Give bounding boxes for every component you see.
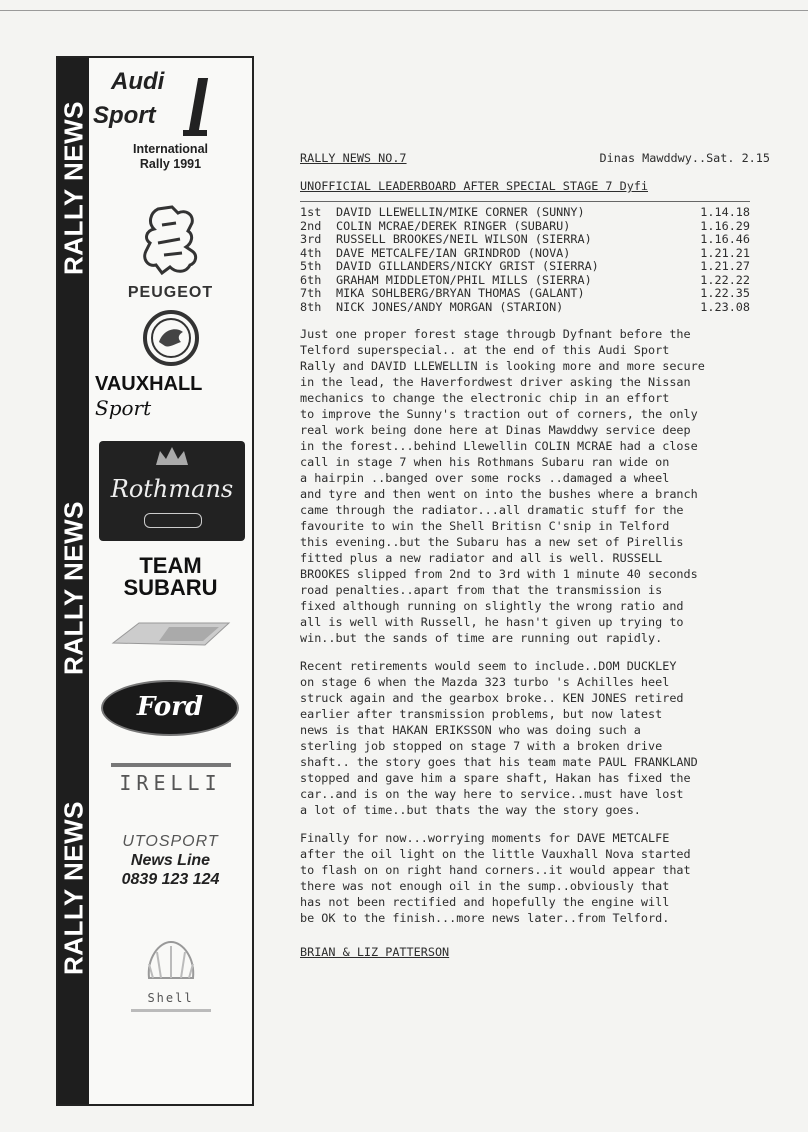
autosport-logo xyxy=(89,833,252,889)
text-line: news is that HAKAN ERIKSSON who was doing such a xyxy=(300,723,641,737)
pirelli-top-stroke xyxy=(111,763,231,767)
bulletin-location-time: Dinas Mawddwy..Sat. 2.15 xyxy=(599,151,770,165)
leaderboard-position: 5th xyxy=(300,259,322,273)
newsline-caption xyxy=(89,851,252,889)
text-line: win..but the sands of time are running out rapidly. xyxy=(300,631,663,645)
text-line: all is well with Russell, he hasn't given up trying to xyxy=(300,615,684,629)
text-line: a hairpin ..banged over some rocks ..damaged a wheel xyxy=(300,471,670,485)
sponsor-sidebar xyxy=(56,56,254,1106)
leaderboard-heading: UNOFFICIAL LEADERBOARD AFTER SPECIAL STAGE 7 Dyfi xyxy=(300,179,649,193)
leaderboard-time: 1.22.22 xyxy=(700,272,750,287)
text-line: be OK to the finish...more news later..from Telford. xyxy=(300,911,670,925)
text-line: shaft.. the story goes that his team mate PAUL FRANKLAND xyxy=(300,755,698,769)
rothmans-crest-icon xyxy=(152,445,192,471)
leaderboard-row xyxy=(300,247,770,261)
band-text-middle: RALLY NEWS xyxy=(58,500,88,676)
text-line: struck again and the gearbox broke.. KEN JONES retired xyxy=(300,691,684,705)
text-line: call in stage 7 when his Rothmans Subaru ran wide on xyxy=(300,455,670,469)
text-line: Just one proper forest stage througb Dyfnant before the xyxy=(300,327,691,341)
leaderboard-position: 7th xyxy=(300,286,322,300)
pirelli-wordmark: IRELLI xyxy=(119,771,222,795)
team-word: TEAM xyxy=(139,553,202,578)
sponsor-logos xyxy=(89,58,252,1104)
leaderboard-time: 1.21.27 xyxy=(700,259,750,273)
faded-sponsor-strip-icon xyxy=(109,613,233,653)
leaderboard-table xyxy=(300,206,770,314)
shell-wordmark: Shell xyxy=(147,991,194,1005)
audi-sport-word: Sport xyxy=(93,102,156,129)
leaderboard-time: 1.22.35 xyxy=(700,286,750,300)
band-text-top: RALLY NEWS xyxy=(58,100,88,276)
paragraph-retirements xyxy=(300,658,770,818)
shell-pecten-icon xyxy=(143,938,199,986)
text-line: and tyre and then went on into the bushes where a branch xyxy=(300,487,698,501)
leaderboard-crew: DAVID LLEWELLIN/MIKE CORNER (SUNNY) xyxy=(336,205,585,219)
text-line: in the forest...behind Llewellin COLIN MCRAE had a close xyxy=(300,439,698,453)
text-line: Finally for now...worrying moments for DAVE METCALFE xyxy=(300,831,670,845)
leaderboard-position: 4th xyxy=(300,245,322,260)
leaderboard-time: 1.16.29 xyxy=(700,218,750,233)
newsline-phone: 0839 123 124 xyxy=(121,871,220,888)
band-text-bottom: RALLY NEWS xyxy=(58,800,88,976)
text-line: real work being done here at Dinas Mawddwy service deep xyxy=(300,423,691,437)
audi-event-caption xyxy=(89,142,252,172)
rally-news-band xyxy=(58,58,89,1104)
shell-logo xyxy=(89,938,252,1012)
text-line: a lot of time..but thats the way the story goes. xyxy=(300,803,641,817)
audi-brand: Audi xyxy=(111,68,165,95)
band-label-middle xyxy=(58,458,89,718)
pirelli-logo xyxy=(89,763,252,795)
leaderboard-time: 1.21.21 xyxy=(700,245,750,260)
leaderboard-position: 3rd xyxy=(300,232,322,246)
rothmans-rally-badge xyxy=(144,513,202,528)
leaderboard-crew: MIKA SOHLBERG/BRYAN THOMAS (GALANT) xyxy=(336,286,585,300)
paragraph-leaders xyxy=(300,326,770,646)
newsline-title: News Line xyxy=(130,852,211,869)
leaderboard-row xyxy=(300,274,770,288)
leaderboard-row xyxy=(300,260,770,274)
leaderboard-crew: DAVE METCALFE/IAN GRINDROD (NOVA) xyxy=(336,245,571,260)
text-line: on stage 6 when the Mazda 323 turbo 's Achilles heel xyxy=(300,675,670,689)
text-line: in the lead, the Haverfordwest driver asking the Nissan xyxy=(300,375,691,389)
text-line: favourite to win the Shell Britisn C'snip in Telford xyxy=(300,519,670,533)
subaru-word: SUBARU xyxy=(123,575,218,600)
rally-bulletin xyxy=(300,150,770,960)
leaderboard-crew: DAVID GILLANDERS/NICKY GRIST (SIERRA) xyxy=(336,259,599,273)
audi-slash-icon xyxy=(188,78,208,136)
audi-slash-foot-icon xyxy=(183,130,207,136)
text-line: there was not enough oil in the sump..obviously that xyxy=(300,879,670,893)
ford-wordmark: Ford xyxy=(136,692,204,722)
vauxhall-sport-word: Sport xyxy=(95,396,152,420)
peugeot-logo xyxy=(89,203,252,302)
leaderboard-row xyxy=(300,233,770,247)
leaderboard-row xyxy=(300,220,770,234)
leaderboard-time: 1.14.18 xyxy=(700,205,750,219)
text-line: sterling job stopped on stage 7 with a broken drive xyxy=(300,739,663,753)
top-rule xyxy=(0,10,808,11)
audi-event-line1: International xyxy=(132,142,208,156)
leaderboard-position: 6th xyxy=(300,272,322,287)
text-line: to flash on on right hand corners..it would appear that xyxy=(300,863,691,877)
leaderboard-crew: RUSSELL BROOKES/NEIL WILSON (SIERRA) xyxy=(336,232,592,246)
text-line: car..and is on the way here to service..must have lost xyxy=(300,787,684,801)
text-line: has not been rectified and hopefully the engine will xyxy=(300,895,670,909)
team-subaru-logo xyxy=(89,555,252,599)
vauxhall-griffin-icon xyxy=(141,308,201,368)
paragraph-finally xyxy=(300,830,770,926)
peugeot-lion-icon xyxy=(136,203,206,279)
vauxhall-wordmark: VAUXHALL xyxy=(95,373,203,395)
shell-underline xyxy=(131,1009,211,1012)
text-line: BROOKES slipped from 2nd to 3rd with 1 minute 40 seconds xyxy=(300,567,698,581)
text-line: after the oil light on the little Vauxhall Nova started xyxy=(300,847,691,861)
band-label-top xyxy=(58,58,89,318)
leaderboard-position: 8th xyxy=(300,299,322,314)
leaderboard-crew: GRAHAM MIDDLETON/PHIL MILLS (SIERRA) xyxy=(336,272,592,287)
leaderboard-row xyxy=(300,287,770,301)
rothmans-logo xyxy=(99,441,245,541)
rothmans-wordmark: Rothmans xyxy=(110,475,234,503)
author-signature: BRIAN & LIZ PATTERSON xyxy=(300,945,450,959)
text-line: road penalties..apart from that the transmission is xyxy=(300,583,663,597)
text-line: fitted plus a new radiator and all is well. RUSSELL xyxy=(300,551,663,565)
text-line: came through the radiator...all dramatic stuff for the xyxy=(300,503,684,517)
leaderboard-time: 1.23.08 xyxy=(700,299,750,314)
leaderboard-row xyxy=(300,301,770,315)
audi-event-line2: Rally 1991 xyxy=(139,157,202,171)
text-line: fixed although running on slightly the wrong ratio and xyxy=(300,599,684,613)
bulletin-header xyxy=(300,150,770,166)
autosport-wordmark: UTOSPORT xyxy=(122,833,219,850)
text-line: mechanics to change the electronic chip in an effort xyxy=(300,391,670,405)
text-line: stopped and gave him a spare shaft, Hakan has fixed the xyxy=(300,771,691,785)
audi-sport-logo xyxy=(89,58,252,188)
peugeot-wordmark: PEUGEOT xyxy=(127,284,214,301)
leaderboard-crew: NICK JONES/ANDY MORGAN (STARION) xyxy=(336,299,564,314)
leaderboard-position: 2nd xyxy=(300,218,322,233)
text-line: Telford superspecial.. at the end of this Audi Sport xyxy=(300,343,670,357)
leaderboard-position: 1st xyxy=(300,205,322,219)
leaderboard-crew: COLIN MCRAE/DEREK RINGER (SUBARU) xyxy=(336,218,571,233)
text-line: to improve the Sunny's traction out of corners, the only xyxy=(300,407,698,421)
leaderboard-row xyxy=(300,206,770,220)
ford-logo xyxy=(101,680,239,736)
text-line: Rally and DAVID LLEWELLIN is looking more and more secure xyxy=(300,359,705,373)
text-line: earlier after transmission problems, but now latest xyxy=(300,707,663,721)
text-line: Recent retirements would seem to include..DOM DUCKLEY xyxy=(300,659,677,673)
vauxhall-logo xyxy=(89,308,252,420)
leaderboard-time: 1.16.46 xyxy=(700,232,750,246)
text-line: this evening..but the Subaru has a new set of Pirellis xyxy=(300,535,684,549)
bulletin-title: RALLY NEWS NO.7 xyxy=(300,151,407,165)
leaderboard-rule xyxy=(300,201,750,202)
band-label-bottom xyxy=(58,758,89,1018)
